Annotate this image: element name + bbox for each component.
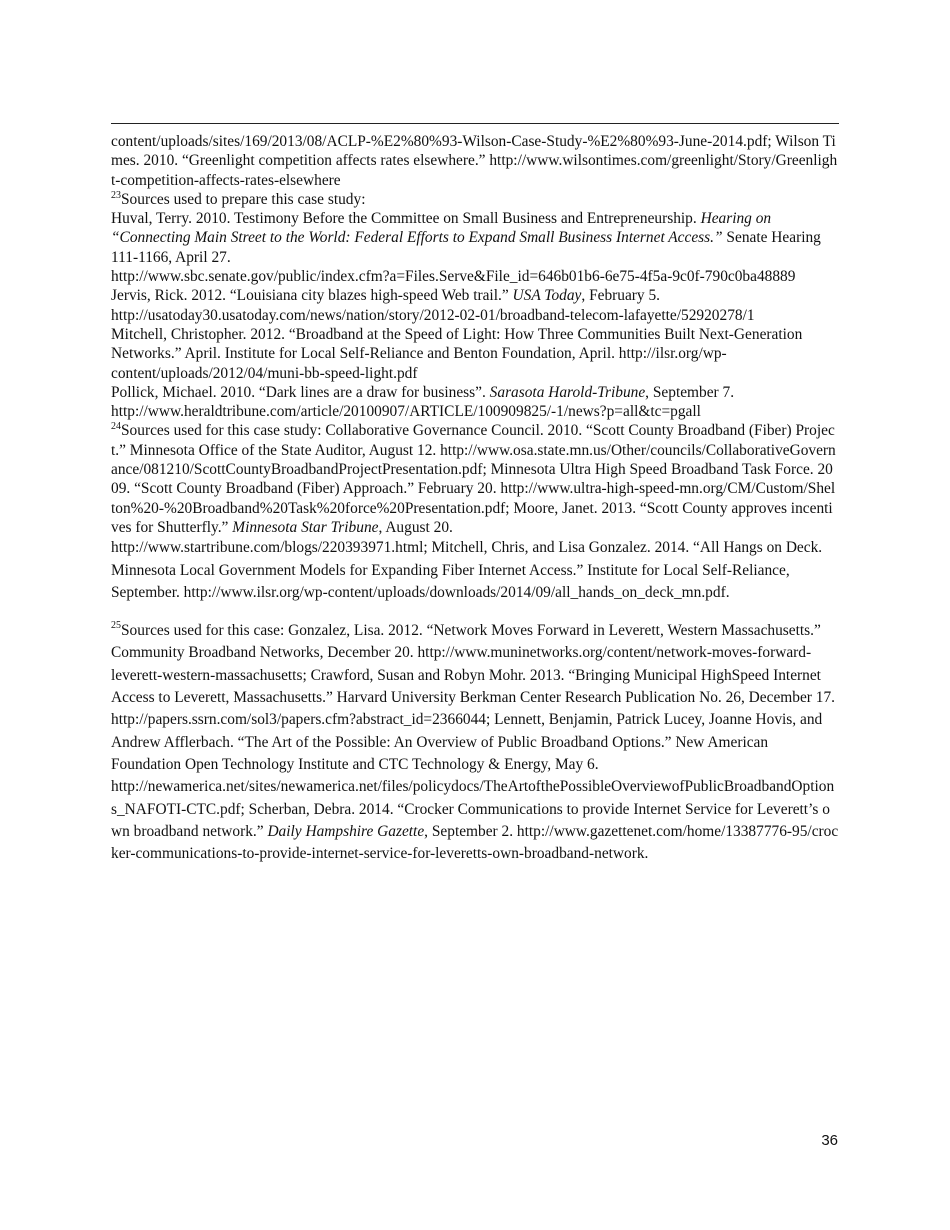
footnote-25-part-3: http://newamerica.net/sites/newamerica.net/files/policydocs/TheArtofthePossibleOverviewofPublicBroadbandOptions_NAFOTI-CTC.pdf; Scherban, Debra. 2014. “Crocker Communications to provide Internet Service for Leverett’s own broadband network.” Daily Hampshire Gazette, September 2. http://www.gazettenet.com/home/13387776-95/crocker-communications-to-provide-internet-service-for-leveretts-own-broadband-network.	[111, 778, 839, 863]
footnote-25: $^{25}$Sources used for this case: Gonzalez, Lisa. 2012. “Network Moves Forward in Leverett, Western Massachusetts.” Community Broadband Networks, December 20. http://www.muninetworks.org/content/network-moves-forward-leverett-western-massachusetts; Crawford, Susan and Robyn Mohr. 2013. “Bringing Municipal HighSpeed Internet Access to Leverett, Massachusetts.” Harvard University Berkman Center Research Publication No. 26, December 17.	[111, 620, 835, 707]
footnote-23-marker: 23	[111, 189, 121, 201]
reference-huval: Huval, Terry. 2010. Testimony Before the Committee on Small Business and Entrepreneurship. Hearing on “Connecting Main Street to the World: Federal Efforts to Expand Small Business Internet Access.” Senate Hearing 111-1166, April 27.	[111, 210, 821, 266]
footnote-24-continued: http://www.startribune.com/blogs/220393971.html; Mitchell, Chris, and Lisa Gonzalez. 2014. “All Hangs on Deck. Minnesota Local Government Models for Expanding Fiber Internet Access.” Institute for Local Self-Reliance, September. http://www.ilsr.org/wp-content/uploads/downloads/2014/09/all_hands_on_deck_mn.pdf.	[111, 539, 823, 601]
page-number: 36	[821, 1132, 838, 1149]
reference-huval-url: http://www.sbc.senate.gov/public/index.cfm?a=Files.Serve&File_id=646b01b6-6e75-4f5a-9c0f-790c0ba48889	[111, 268, 796, 286]
publication-usa-today: USA Today	[512, 287, 582, 305]
reference-jervis: Jervis, Rick. 2012. “Louisiana city blazes high-speed Web trail.” USA Today, February 5.	[111, 287, 661, 305]
footnote-24: $^{24}$Sources used for this case study: Collaborative Governance Council. 2010. “Scott County Broadband (Fiber) Project.” Minnesota Office of the State Auditor, August 12. http://www.osa.state.mn.us/Other/councils/CollaborativeGovernance/081210/ScottCountyBroadbandProjectPresentation.pdf; Minnesota Ultra High Speed Broadband Task Force. 2009. “Scott County Broadband (Fiber) Approach.” February 20. http://www.ultra-high-speed-mn.org/CM/Custom/Shelton%20-%20Broadband%20Task%20force%20Presentation.pdf; Moore, Janet. 2013. “Scott County approves incentives for Shutterfly.” Minnesota Star Tribune, August 20.	[111, 421, 836, 536]
reference-pollick: Pollick, Michael. 2010. “Dark lines are a draw for business”. Sarasota Harold-Tribune, September 7.	[111, 383, 735, 401]
footnote-separator-rule	[111, 123, 839, 124]
reference-pollick-url: http://www.heraldtribune.com/article/20100907/ARTICLE/100909825/-1/news?p=all&tc=pgall	[111, 403, 701, 421]
reference-jervis-url: http://usatoday30.usatoday.com/news/nation/story/2012-02-01/broadband-telecom-lafayette/52920278/1	[111, 306, 755, 324]
publication-sarasota: Sarasota Harold-Tribune	[489, 383, 646, 401]
footnote-22-continuation: content/uploads/sites/169/2013/08/ACLP-%E2%80%93-Wilson-Case-Study-%E2%80%93-June-2014.pdf; Wilson Times. 2010. “Greenlight competition affects rates elsewhere.” http://www.wilsontimes.com/greenlight/Story/Greenlight-competition-affects-rates-elsewhere	[111, 133, 838, 189]
footnotes-section	[111, 132, 839, 865]
reference-mitchell: Mitchell, Christopher. 2012. “Broadband at the Speed of Light: How Three Communities Built Next-Generation Networks.” April. Institute for Local Self-Reliance and Benton Foundation, April. http://ilsr.org/wp-content/uploads/2012/04/muni-bb-speed-light.pdf	[111, 325, 803, 382]
footnote-24-marker: 24	[111, 421, 121, 433]
publication-hampshire-gazette: Daily Hampshire Gazette	[267, 822, 425, 840]
footnote-25-marker: 25	[111, 620, 121, 632]
publication-star-tribune: Minnesota Star Tribune	[232, 518, 379, 536]
footnote-23-intro: $^{23}$Sources used to prepare this case study:	[111, 189, 366, 208]
footnote-25-part-2: http://papers.ssrn.com/sol3/papers.cfm?abstract_id=2366044; Lennett, Benjamin, Patrick Lucey, Joanne Hovis, and Andrew Afflerbach. “The Art of the Possible: An Overview of Public Broadband Options.” New American Foundation Open Technology Institute and CTC Technology & Energy, May 6.	[111, 711, 823, 773]
hearing-title: Hearing on “Connecting Main Street to the World: Federal Efforts to Expand Small Business Internet Access.”	[111, 210, 772, 247]
